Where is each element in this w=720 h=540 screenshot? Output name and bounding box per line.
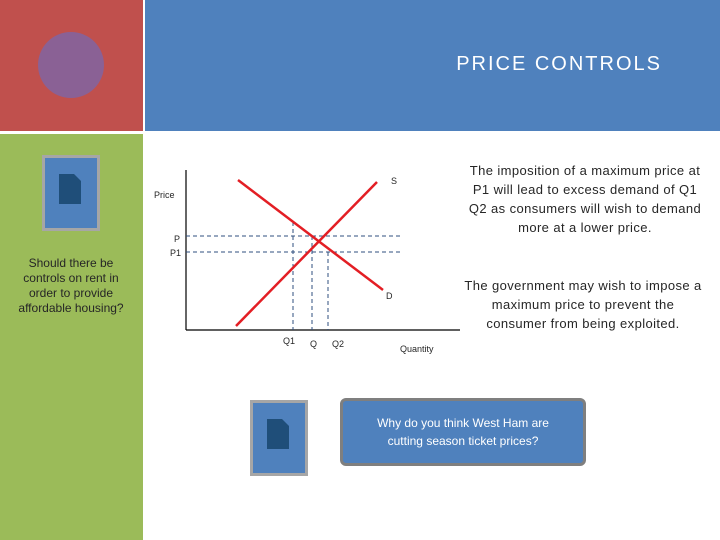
document-icon[interactable] [250,400,308,476]
q1-label: Q1 [283,336,296,346]
explanation-paragraph-1: The imposition of a maximum price at P1 will lead to excess demand of Q1 Q2 as consumers will wish to demand more at a lower price. [468,163,702,235]
q2-label: Q2 [332,339,345,349]
explanation-paragraph-2: The government may wish to impose a maximum price to prevent the consumer from being exploited. [464,278,702,331]
purple-circle-decoration [38,32,104,98]
slide-title: PRICE CONTROLS [456,53,662,75]
document-icon[interactable] [42,155,100,231]
horizontal-divider [0,131,720,134]
left-question-text: Should there be controls on rent in order to provide affordable housing? [18,256,124,315]
price1-label: P1 [170,248,182,258]
y-axis-label: Price [154,190,175,200]
demand-label: D [386,291,393,301]
price-label: P [174,234,181,244]
callout-question-box: Why do you think West Ham are cutting season ticket prices? [340,398,586,466]
q-label: Q [310,339,318,349]
x-axis-label: Quantity [400,344,434,354]
price-control-diagram [140,160,470,370]
supply-label: S [391,176,398,186]
supply-curve [236,182,377,326]
